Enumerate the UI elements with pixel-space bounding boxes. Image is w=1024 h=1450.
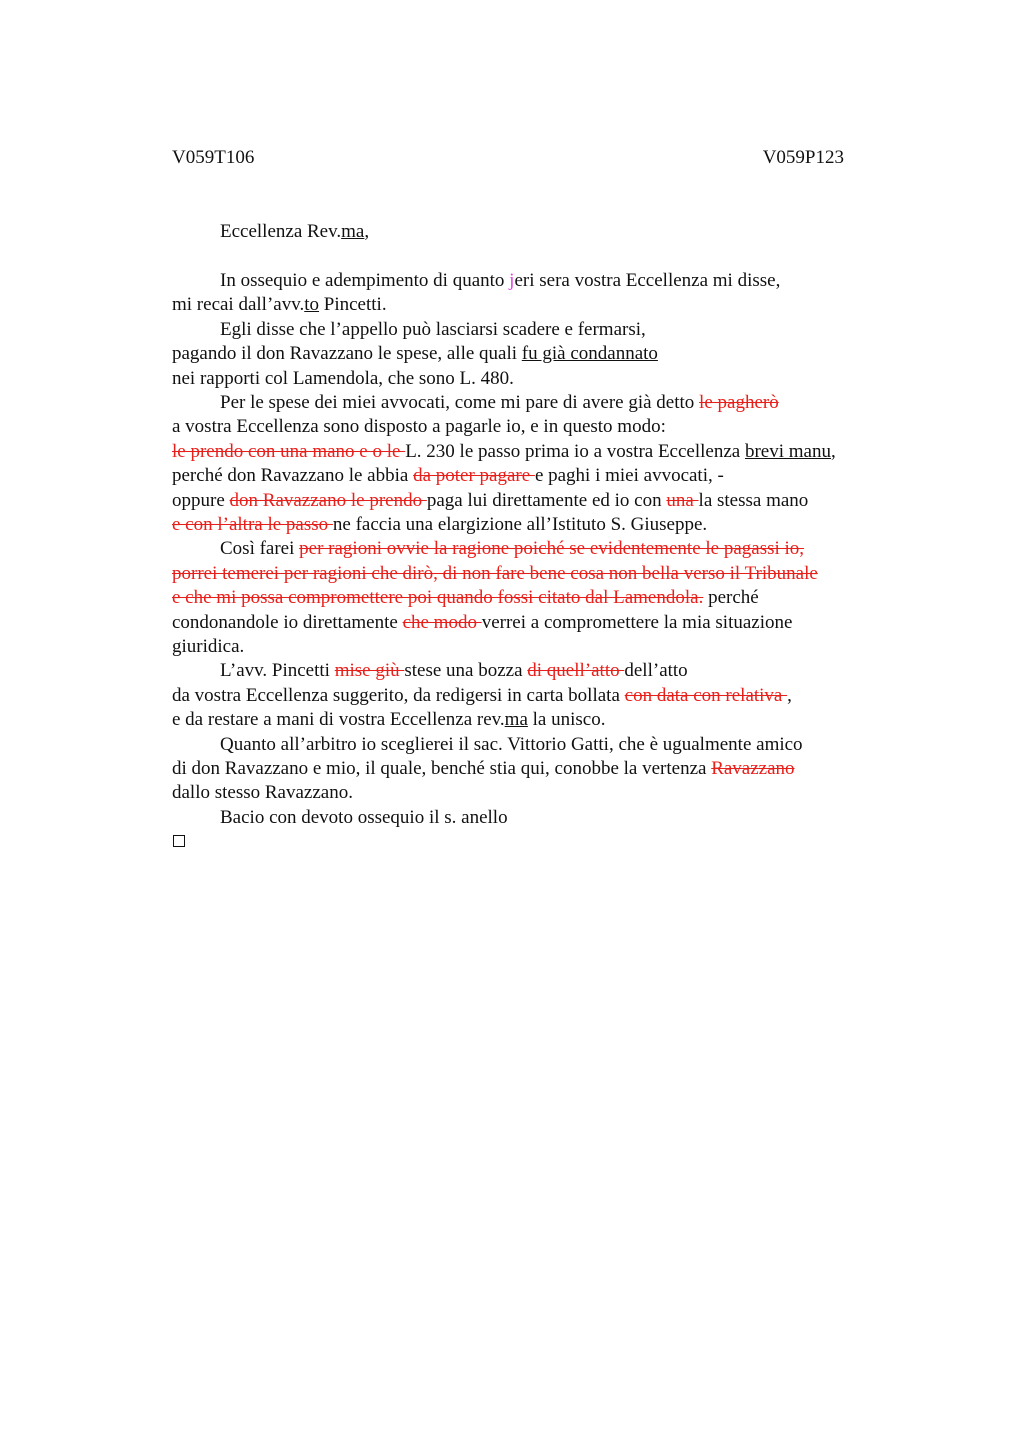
text-segment: , [787,684,792,706]
deleted-text: da poter pagare [413,465,535,487]
underlined-text: fu già condannato [521,343,658,365]
text-segment: L’avv. Pincetti [220,660,335,682]
text-segment: dallo stesso Ravazzano. [172,782,353,804]
letter-line [172,368,514,390]
deleted-text: le prendo con una mano e o le [172,440,406,462]
text-segment: Per le spese dei miei avvocati, come mi pare di avere già detto [220,392,700,413]
text-segment: giuridica. [172,636,245,657]
deleted-text: don Ravazzano le prendo [229,489,427,511]
text-segment: a vostra Eccellenza sono disposto a pagarle io, e in questo modo: [172,416,666,438]
text-segment: di don Ravazzano e mio, il quale, benché stia qui, conobbe la vertenza [172,758,712,779]
letter-line [172,612,792,634]
deleted-text: con data con relativa [624,684,788,706]
letter-line [220,538,804,560]
text-segment: , [830,440,836,462]
underlined-text: brevi manu [744,440,831,462]
text-segment: Eccellenza Rev. [220,221,342,242]
deleted-text: Ravazzano [711,758,795,779]
deleted-text: porrei temerei per ragioni che dirò, di non fare bene cosa non bella verso il Tribunale [172,562,818,584]
text-segment: L. 230 le passo prima io a vostra Eccellenza [405,440,745,462]
letter-line [172,465,724,487]
text-segment: eri sera vostra Eccellenza mi disse, [514,270,781,291]
letter-line [172,685,792,707]
text-segment: dell’atto [624,660,688,682]
text-segment: verrei a compromettere la mia situazione [481,611,793,633]
letter-line [172,294,387,316]
letter-line [172,514,707,536]
letter-line [172,758,795,780]
text-segment: stese una bozza [404,660,528,682]
end-marker-box [173,835,185,847]
text-segment: paga lui direttamente ed io con [426,489,667,511]
text-segment: la unisco. [527,709,606,731]
inserted-letter: j [509,270,515,291]
deleted-text: mise giù [334,660,405,682]
document-id-left: V059T106 [172,147,255,168]
letter-line [172,782,353,804]
deleted-text: di quell’atto [527,660,625,682]
underlined-text: ma [341,221,365,242]
letter-line [220,319,646,341]
underlined-text: ma [504,709,528,731]
letter-line [172,441,836,463]
text-segment: ne faccia una elargizione all’Istituto S. Giuseppe. [332,514,708,535]
letter-line [172,490,808,512]
text-segment: pagando il don Ravazzano le spese, alle quali [172,343,522,365]
letter-line [172,343,658,365]
letter-line [220,807,508,829]
text-segment: e paghi i miei avvocati, - [534,465,724,487]
document-id-right: V059P123 [762,147,844,168]
deleted-text: le pagherò [699,392,779,413]
deleted-text: che modo [402,611,482,633]
text-segment: da vostra Eccellenza suggerito, da redigersi in carta bollata [172,684,625,706]
text-segment: oppure [172,489,230,511]
text-segment: Bacio con devoto ossequio il s. anello [220,806,508,828]
text-segment: Così farei [220,538,300,560]
text-segment: la stessa mano [698,489,809,511]
letter-line [172,587,759,609]
text-segment: Pincetti. [319,294,387,316]
text-segment: nei rapporti col Lamendola, che sono L. 480. [172,367,514,389]
deleted-text: una [666,489,699,511]
deleted-text: e che mi possa compromettere poi quando fossi citato dal Lamendola. [172,587,704,609]
underlined-text: to [304,294,320,316]
text-segment: perché don Ravazzano le abbia [172,465,414,487]
text-segment: e da restare a mani di vostra Eccellenza rev. [172,709,505,731]
letter-line [220,392,779,414]
text-segment: , [364,221,370,242]
deleted-text: e con l’altra le passo [172,514,333,535]
letter-line [220,734,803,756]
text-segment: In ossequio e adempimento di quanto [220,270,510,291]
letter-line [220,270,780,292]
text-segment: Quanto all’arbitro io sceglierei il sac. Vittorio Gatti, che è ugualmente amico [220,733,803,755]
text-segment: perché [703,587,759,609]
salutation [220,221,369,243]
letter-line [220,660,688,682]
deleted-text: per ragioni ovvie la ragione poiché se evidentemente le pagassi io, [299,538,805,560]
text-segment: condonandole io direttamente [172,611,403,633]
letter-line [172,709,605,731]
text-segment: mi recai dall’avv. [172,294,305,316]
letter-line [172,416,666,438]
text-segment: Egli disse che l’appello può lasciarsi scadere e fermarsi, [220,318,646,340]
letter-line [172,636,244,658]
letter-line [172,563,818,585]
